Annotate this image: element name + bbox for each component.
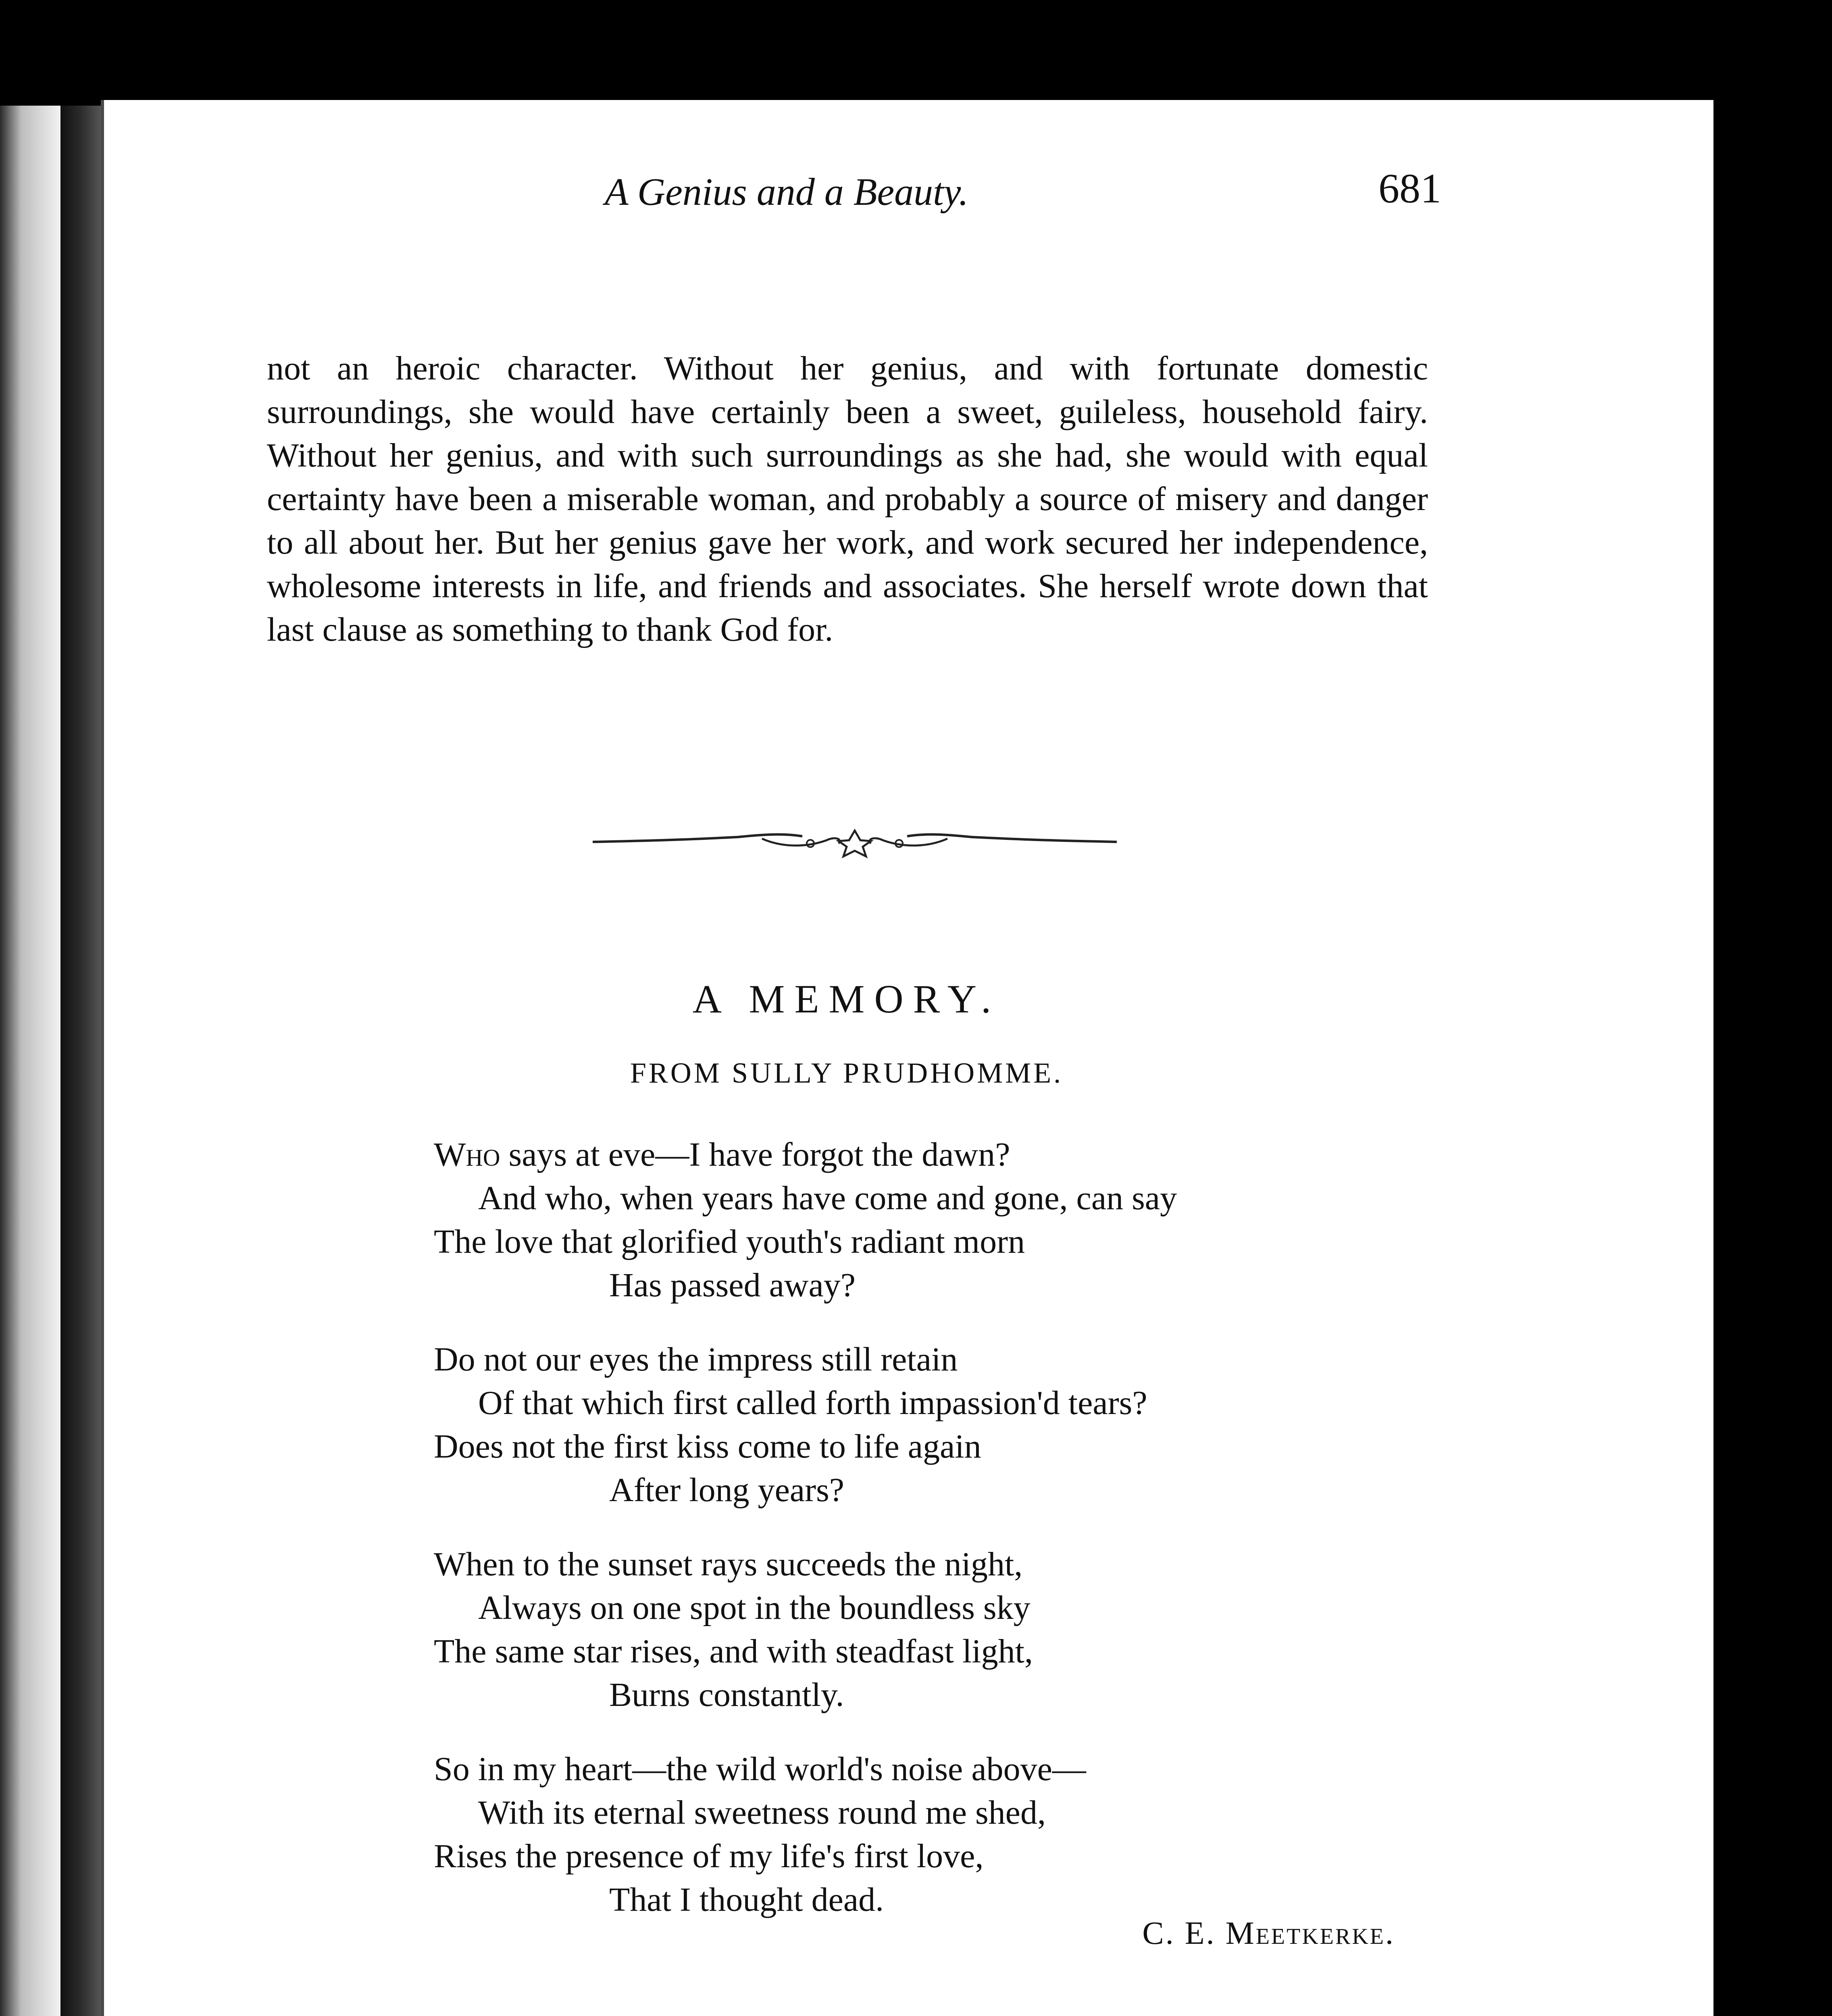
poem-line: Has passed away?: [609, 1266, 856, 1304]
poem-stanza: [434, 1133, 1482, 1307]
poem-initial-word: Who: [434, 1136, 500, 1173]
poem-line: After long years?: [609, 1471, 845, 1509]
poem-line: The love that glorified youth's radiant morn: [434, 1223, 1025, 1260]
poem-line: Rises the presence of my life's first love,: [434, 1837, 984, 1875]
poem-line: That I thought dead.: [609, 1881, 884, 1918]
poem-author: C. E. Meetkerke.: [1142, 1916, 1395, 1951]
facing-page-edge: [0, 106, 60, 2016]
poem-title: A MEMORY.: [692, 977, 1001, 1021]
scroll-rule-ornament: [593, 823, 1117, 859]
poem-line: The same star rises, and with steadfast light,: [434, 1633, 1033, 1670]
poem-line: When to the sunset rays succeeds the night,: [434, 1545, 1023, 1583]
prose-block: [267, 347, 1428, 652]
poem-body: [434, 1133, 1482, 1952]
poem-source: FROM SULLY PRUDHOMME.: [630, 1057, 1064, 1089]
page-number: 681: [1378, 165, 1441, 212]
poem-stanza: [434, 1338, 1482, 1512]
running-title: A Genius and a Beauty.: [605, 170, 969, 213]
poem-stanza: [434, 1543, 1482, 1717]
poem-line: So in my heart—the wild world's noise above—: [434, 1750, 1086, 1788]
prose-paragraph: not an heroic character. Without her genius, and with fortunate domestic surroundings, she would have certainly been a sweet, guileless, household fairy. Without her genius, and with such surroundings as she had, she would with equal certainty have been a miserable woman, and probably a source of misery and danger to all about her. But her genius gave her work, and work secured her independence, wholesome interests in life, and friends and associates. She herself wrote down that last clause as something to thank God for.: [267, 350, 1428, 648]
poem-line: Always on one spot in the boundless sky: [478, 1589, 1030, 1627]
poem-line: Burns constantly.: [609, 1676, 844, 1714]
poem-line: Who says at eve—I have forgot the dawn?: [434, 1136, 1010, 1173]
poem-line: Does not the first kiss come to life again: [434, 1428, 981, 1465]
poem-line: And who, when years have come and gone, can say: [478, 1179, 1177, 1217]
poem-line: With its eternal sweetness round me shed,: [478, 1794, 1046, 1831]
poem-stanza: [434, 1747, 1482, 1922]
poem-line: Of that which first called forth impassion'd tears?: [478, 1384, 1147, 1422]
poem-line: Do not our eyes the impress still retain: [434, 1341, 958, 1378]
